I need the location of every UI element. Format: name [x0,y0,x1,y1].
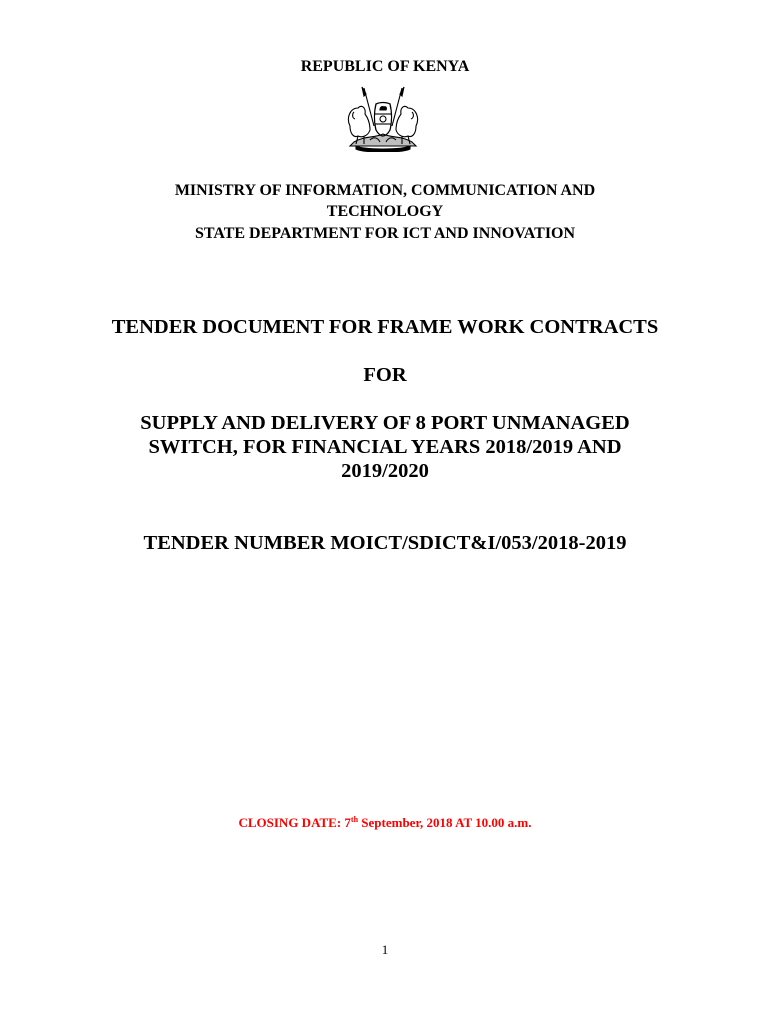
subject-line-2: SWITCH, FOR FINANCIAL YEARS 2018/2019 AND [148,436,622,458]
title-for-word: FOR [363,364,407,386]
ministry-line-1: MINISTRY OF INFORMATION, COMMUNICATION AND [174,182,596,199]
kenya-coat-of-arms-icon [340,86,426,152]
subject-line-3: 2019/2020 [341,460,429,482]
closing-date-rest: September, 2018 AT 10.00 a.m. [358,815,532,830]
page-number: 1 [381,942,389,957]
closing-date-label: CLOSING DATE: 7 [238,815,351,830]
subject-line-1: SUPPLY AND DELIVERY OF 8 PORT UNMANAGED [140,412,630,434]
closing-date-ordinal: th [350,815,359,824]
state-department: STATE DEPARTMENT FOR ICT AND INNOVATION [194,225,576,242]
country-heading: REPUBLIC OF KENYA [300,58,470,75]
closing-date [0,815,770,831]
ministry-line-2: TECHNOLOGY [326,203,444,220]
tender-number: TENDER NUMBER MOICT/SDICT&I/053/2018-2019 [143,532,627,554]
document-title: TENDER DOCUMENT FOR FRAME WORK CONTRACTS [111,316,659,338]
